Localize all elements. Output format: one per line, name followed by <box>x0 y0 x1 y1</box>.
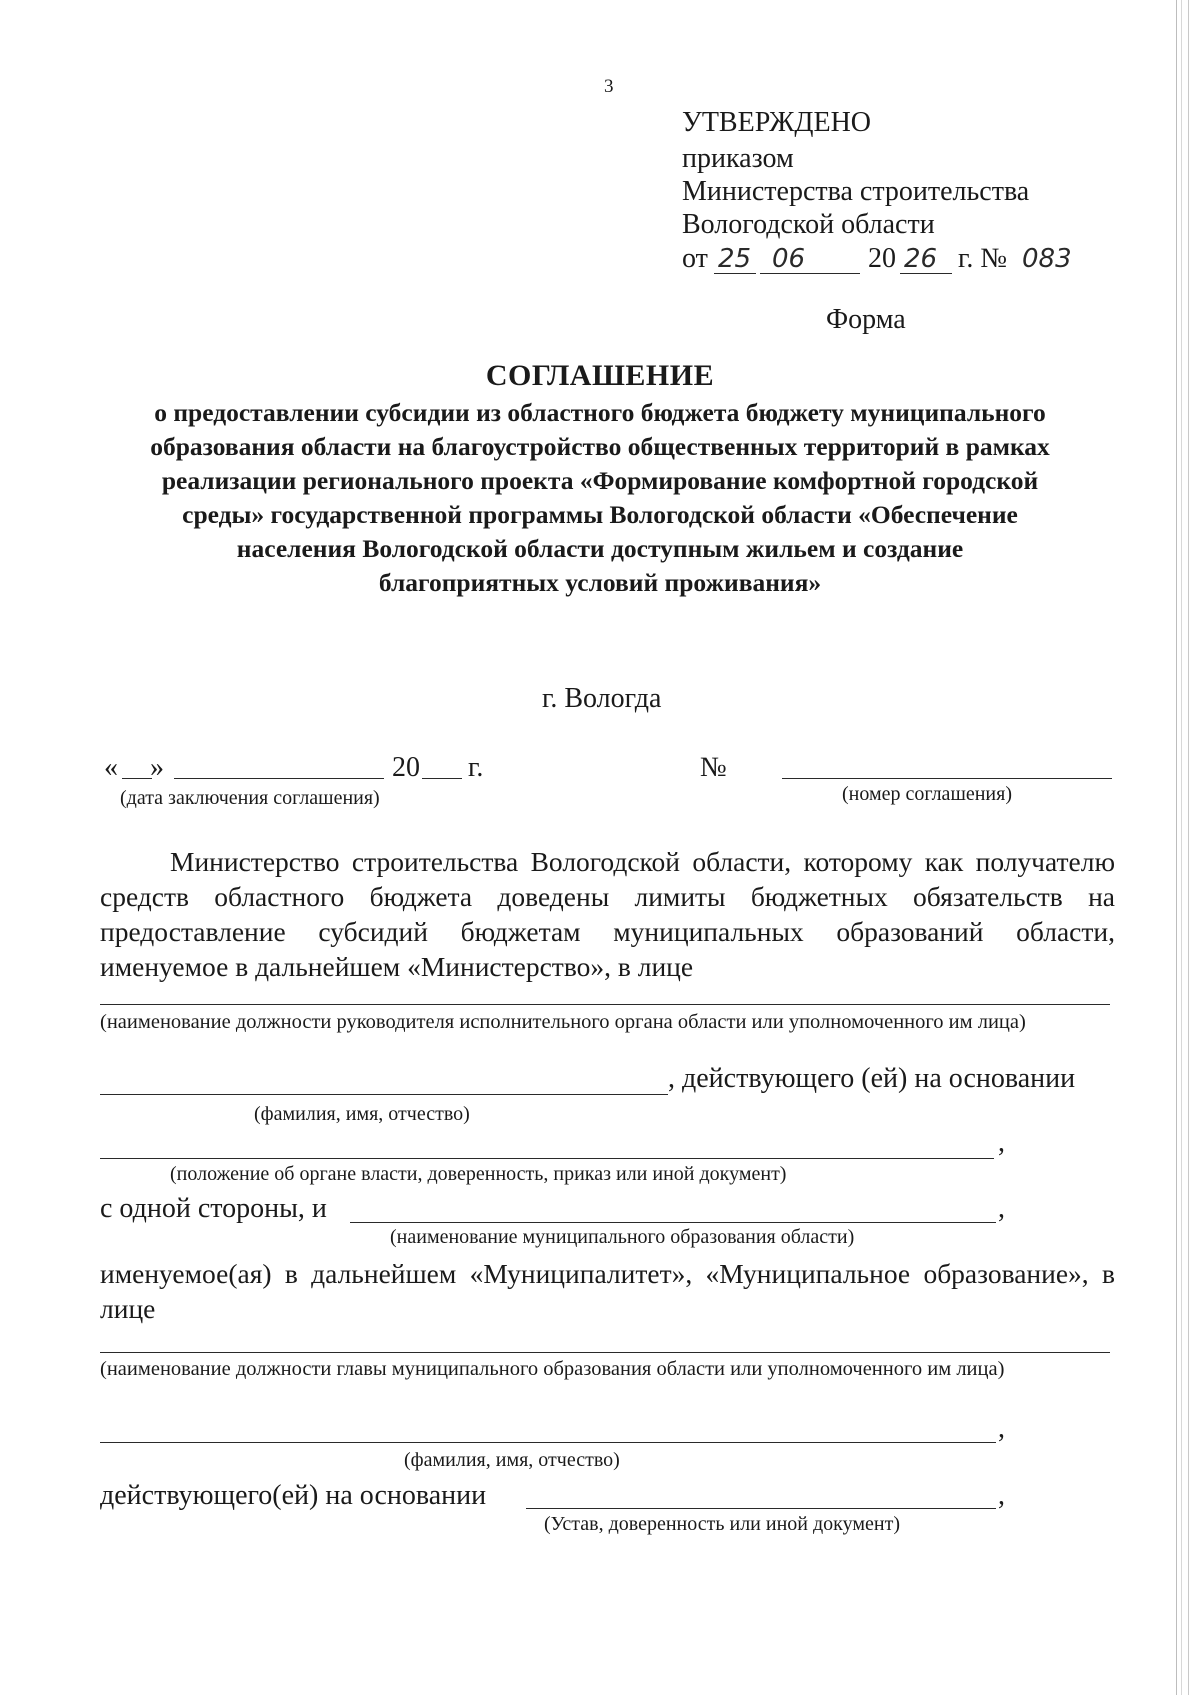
fio-caption-1: (фамилия, имя, отчество) <box>254 1103 470 1125</box>
month-blank[interactable] <box>174 778 384 779</box>
mun-head-position-caption: (наименование должности главы муниципального образования области или уполномоченного им лица) <box>100 1358 1005 1380</box>
basis-document-caption-1: (положение об органе власти, доверенность, приказ или иной документ) <box>170 1163 787 1185</box>
city-label: г. Вологда <box>542 683 662 714</box>
comma: , <box>998 1413 1005 1444</box>
subtitle-line: реализации регионального проекта «Формирование комфортной городской <box>161 466 1039 495</box>
comma: , <box>998 1480 1005 1511</box>
intro-paragraph: Министерство строительства Вологодской области, которому как получателю средств областного бюджета доведены лимиты бюджетных обязательств на предоставление субсидий бюджетам муниципальных образований области, именуемое в дальнейшем «Министерство», в лице <box>100 846 1115 982</box>
one-side-text: с одной стороны, и <box>100 1193 327 1224</box>
approval-day: 25 <box>718 244 752 274</box>
subtitle-line: среды» государственной программы Вологодской области «Обеспечение <box>182 500 1018 529</box>
municipality-blank[interactable] <box>350 1222 996 1223</box>
basis-document-blank-2[interactable] <box>526 1508 996 1509</box>
date-caption: (дата заключения соглашения) <box>120 787 380 809</box>
fio-blank-1[interactable] <box>100 1094 668 1095</box>
mun-head-position-blank[interactable] <box>100 1352 1110 1353</box>
scan-edge-line <box>1188 0 1189 1695</box>
form-label: Форма <box>826 304 906 335</box>
approval-month: 06 <box>772 244 806 274</box>
fio-caption-2: (фамилия, имя, отчество) <box>404 1449 620 1471</box>
day-underline <box>714 273 756 274</box>
approval-year-prefix: 20 <box>868 243 896 274</box>
date-year-suffix: г. <box>468 752 484 783</box>
comma: , <box>998 1127 1005 1158</box>
day-blank[interactable] <box>122 778 152 779</box>
head-position-blank[interactable] <box>100 1004 1110 1005</box>
municipality-caption: (наименование муниципального образования области) <box>390 1226 855 1248</box>
date-open-quote: « <box>104 752 118 783</box>
approval-heading: УТВЕРЖДЕНО <box>682 107 872 138</box>
subtitle-line: образования области на благоустройство общественных территорий в рамках <box>150 432 1050 461</box>
subtitle-line: благоприятных условий проживания» <box>378 568 822 597</box>
head-position-caption: (наименование должности руководителя исполнительного органа области или уполномоченного им лица) <box>100 1011 1026 1033</box>
month-underline <box>760 273 860 274</box>
comma: , <box>998 1193 1005 1224</box>
subtitle-line: населения Вологодской области доступным жильем и создание <box>236 534 964 563</box>
date-close-quote: » <box>150 752 164 783</box>
approval-ministry: Министерства строительства <box>682 176 1030 207</box>
scan-edge-line <box>1176 0 1177 1695</box>
fio-blank-2[interactable] <box>100 1442 996 1443</box>
acting-on-basis-text-2: действующего(ей) на основании <box>100 1480 487 1511</box>
document-title: СОГЛАШЕНИЕ <box>485 359 715 392</box>
basis-document-caption-2: (Устав, доверенность или иной документ) <box>544 1513 900 1535</box>
number-caption: (номер соглашения) <box>842 783 1012 805</box>
approval-year: 26 <box>904 244 938 274</box>
basis-document-blank-1[interactable] <box>100 1158 994 1159</box>
approval-region: Вологодской области <box>682 209 935 240</box>
subtitle-line: о предоставлении субсидии из областного бюджета бюджету муниципального <box>154 398 1046 427</box>
date-year-prefix: 20 <box>392 752 420 783</box>
municipality-paragraph: именуемое(ая) в дальнейшем «Муниципалитет», «Муниципальное образование», в лице <box>100 1258 1115 1324</box>
agreement-number-blank[interactable] <box>782 778 1112 779</box>
page-number: 3 <box>604 76 614 97</box>
approval-date-prefix: от <box>682 243 708 274</box>
acting-on-basis-text: , действующего (ей) на основании <box>668 1063 1076 1094</box>
year-blank[interactable] <box>422 778 462 779</box>
approval-number: 083 <box>1022 244 1072 274</box>
year-underline <box>900 273 952 274</box>
approval-number-label: г. № <box>958 243 1008 274</box>
scan-edge-line <box>1181 0 1182 1695</box>
number-sign: № <box>700 752 727 783</box>
approval-order: приказом <box>682 143 794 174</box>
